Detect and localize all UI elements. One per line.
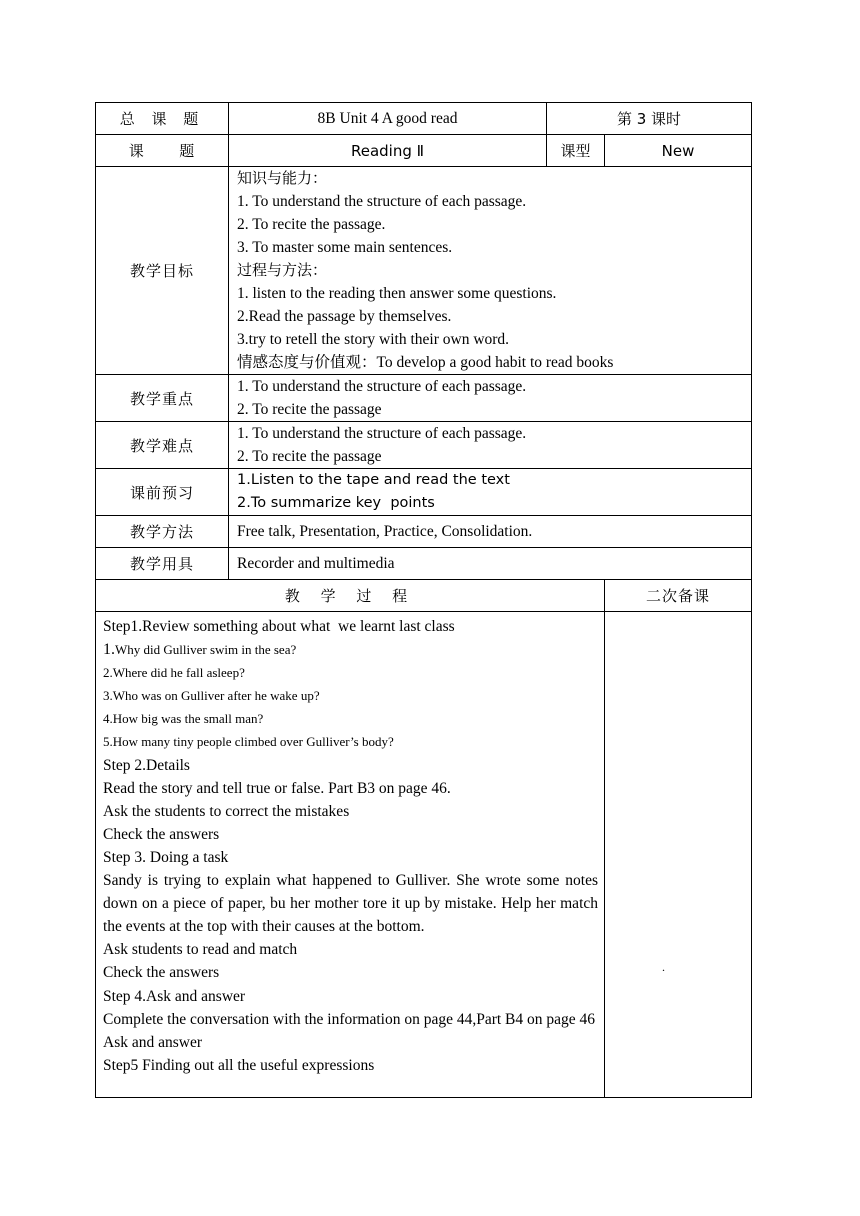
- lesson-number: 第 3 课时: [547, 103, 752, 135]
- methods-label: 教学方法: [96, 516, 229, 548]
- tools-value: Recorder and multimedia: [229, 548, 752, 580]
- second-prep-column: [605, 612, 752, 1098]
- difficult-points-line: 2. To recite the passage: [237, 448, 382, 465]
- objectives-line: 1. listen to the reading then answer some questions.: [237, 285, 557, 302]
- total-topic-label: 总 课 题: [96, 103, 229, 135]
- lesson-plan-table: [95, 102, 751, 1098]
- review-question: 2.Where did he fall asleep?: [103, 665, 245, 681]
- objectives-line: 知识与能力：: [237, 169, 328, 187]
- type-label: 课型: [547, 135, 605, 167]
- review-question: 4.How big was the small man?: [103, 711, 264, 727]
- difficult-points-line: 1. To understand the structure of each passage.: [237, 425, 527, 442]
- review-question: 5.How many tiny people climbed over Gulliver’s body?: [103, 734, 394, 750]
- process-line: Step 3. Doing a task: [103, 848, 229, 866]
- topic-label: 课 题: [96, 135, 229, 167]
- type-value: New: [605, 135, 752, 167]
- process-line: Step 2.Details: [103, 756, 190, 774]
- objectives-line: 过程与方法：: [237, 261, 328, 279]
- preview-line: 1.Listen to the tape and read the text: [237, 472, 510, 488]
- difficult-points-label: 教学难点: [96, 422, 229, 469]
- objectives-content: [229, 167, 752, 375]
- preview-label: 课前预习: [96, 469, 229, 516]
- preview-content: [229, 469, 752, 516]
- review-question: 3.Who was on Gulliver after he wake up?: [103, 688, 320, 704]
- objectives-line: 3. To master some main sentences.: [237, 239, 453, 256]
- process-step: Step1.Review something about what we learnt last class: [103, 618, 455, 635]
- objectives-line: 3.try to retell the story with their own word.: [237, 331, 510, 348]
- process-title: 教 学 过 程: [96, 580, 605, 612]
- tools-label: 教学用具: [96, 548, 229, 580]
- process-line: Ask and answer: [103, 1033, 203, 1051]
- objectives-line: 情感态度与价值观：To develop a good habit to read books: [237, 354, 614, 371]
- second-prep-label: 二次备课: [605, 580, 752, 612]
- question-number: 1.: [103, 641, 115, 659]
- total-topic-value: 8B Unit 4 A good read: [229, 103, 547, 135]
- objectives-line: 2.Read the passage by themselves.: [237, 308, 452, 325]
- topic-value: Reading Ⅱ: [229, 135, 547, 167]
- objectives-label: 教学目标: [96, 167, 229, 375]
- task-paragraph: Sandy is trying to explain what happened to Gulliver. She wrote some notes down on a piece of paper, bu her mother tore it up by mistake. Help her match the events at the top with their causes at the bottom.: [103, 872, 598, 936]
- key-points-content: [229, 375, 752, 422]
- objectives-line: 1. To understand the structure of each passage.: [237, 193, 527, 210]
- preview-line: 2.To summarize key points: [237, 495, 435, 511]
- process-line: Step 4.Ask and answer: [103, 987, 246, 1005]
- key-points-line: 1. To understand the structure of each passage.: [237, 378, 527, 395]
- process-line: Step5 Finding out all the useful expressions: [103, 1056, 375, 1074]
- methods-value: Free talk, Presentation, Practice, Consolidation.: [229, 516, 752, 548]
- side-mark: .: [662, 960, 665, 974]
- key-points-label: 教学重点: [96, 375, 229, 422]
- process-line: Ask the students to correct the mistakes: [103, 802, 350, 820]
- review-question: [103, 638, 598, 661]
- process-line: Check the answers: [103, 964, 220, 982]
- process-line: Read the story and tell true or false. Part B3 on page 46.: [103, 779, 451, 797]
- objectives-line: 2. To recite the passage.: [237, 216, 386, 233]
- process-content: [96, 612, 605, 1098]
- process-line: Ask students to read and match: [103, 941, 298, 959]
- conversation-paragraph: Complete the conversation with the information on page 44,Part B4 on page 46: [103, 1010, 596, 1028]
- key-points-line: 2. To recite the passage: [237, 401, 382, 418]
- difficult-points-content: [229, 422, 752, 469]
- question-text: Why did Gulliver swim in the sea?: [115, 642, 297, 658]
- process-line: Check the answers: [103, 825, 220, 843]
